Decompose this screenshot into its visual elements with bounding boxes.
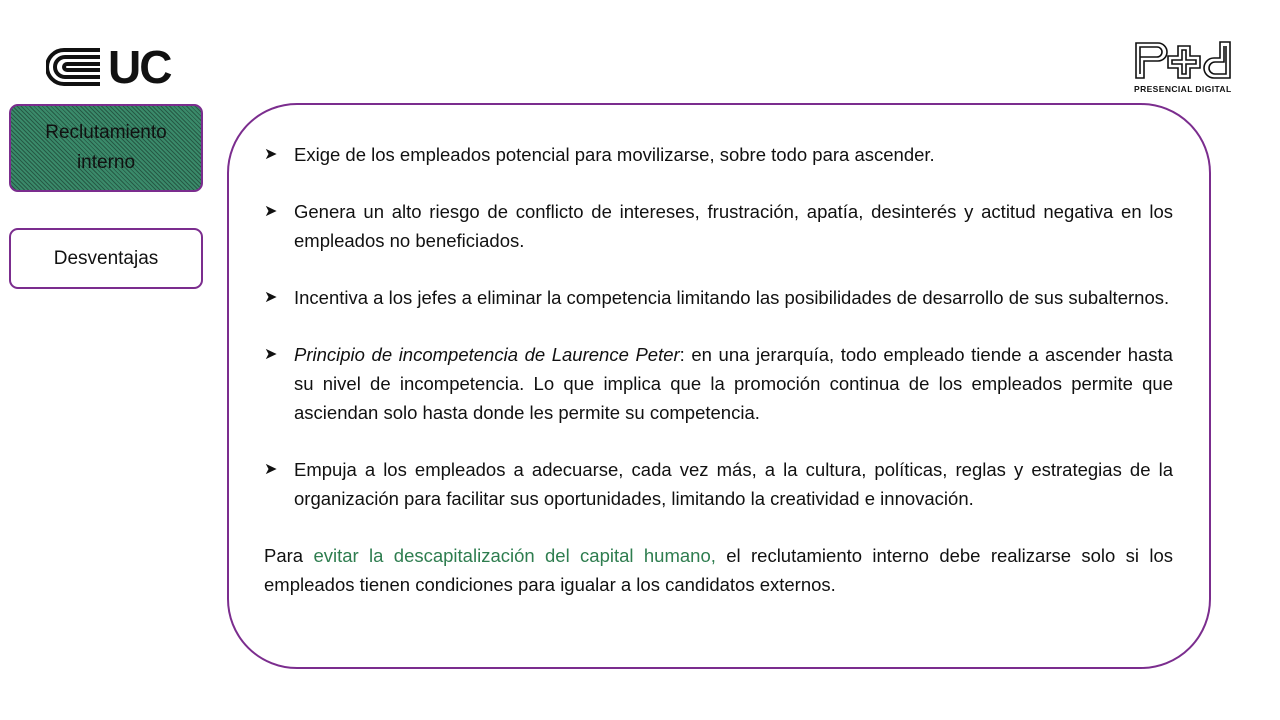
tag-reclutamiento-label: Reclutamiento interno — [45, 122, 167, 173]
bullet-item — [264, 340, 1173, 427]
bullet-text: Genera un alto riesgo de conflicto de intereses, frustración, apatía, desinterés y actitud negativa en los empleados no beneficiados. — [294, 201, 1173, 251]
content-text — [264, 140, 1173, 599]
closing-highlight: evitar la descapitalización del capital humano, — [313, 545, 716, 566]
tag-desventajas-label: Desventajas — [53, 247, 159, 269]
closing-paragraph — [264, 541, 1173, 599]
bullet-item — [264, 455, 1173, 513]
tag-reclutamiento-interno — [9, 104, 203, 192]
uc-emblem-icon — [46, 44, 104, 90]
arrow-bullet-icon: ➤ — [264, 146, 278, 163]
closing-before: Para — [264, 545, 314, 566]
tag-desventajas — [9, 228, 203, 289]
uc-logo-text: UC — [108, 41, 171, 93]
bullet-item — [264, 140, 1173, 169]
bullet-italic-lead: Principio de incompetencia de Laurence Peter — [294, 344, 680, 365]
bullet-item — [264, 197, 1173, 255]
bullet-text: Exige de los empleados potencial para movilizarse, sobre todo para ascender. — [294, 144, 935, 165]
closing-after: el reclutamiento interno debe realizarse solo si los empleados tienen condiciones para igualar a los candidatos externos. — [264, 545, 1174, 595]
bullet-text: Empuja a los empleados a adecuarse, cada vez más, a la cultura, políticas, reglas y estrategias de la organización para facilitar sus oportunidades, limitando la creatividad e innovación. — [294, 459, 1173, 509]
uc-logo — [46, 41, 188, 93]
arrow-bullet-icon: ➤ — [264, 203, 278, 220]
bullet-text: Incentiva a los jefes a eliminar la competencia limitando las posibilidades de desarrollo de sus subalternos. — [294, 287, 1170, 308]
bullet-item — [264, 283, 1173, 312]
arrow-bullet-icon: ➤ — [264, 289, 278, 306]
bullet-text: : en una jerarquía, todo empleado tiende a ascender hasta su nivel de incompetencia. Lo que implica que la promoción continua de los empleados permite que asciendan solo hasta donde les permite su competencia. — [294, 344, 1173, 423]
presencial-digital-label: PRESENCIAL DIGITAL — [1134, 84, 1232, 94]
arrow-bullet-icon: ➤ — [264, 346, 278, 363]
arrow-bullet-icon: ➤ — [264, 461, 278, 478]
pd-mark-icon — [1134, 40, 1234, 80]
presencial-digital-logo — [1134, 40, 1236, 98]
